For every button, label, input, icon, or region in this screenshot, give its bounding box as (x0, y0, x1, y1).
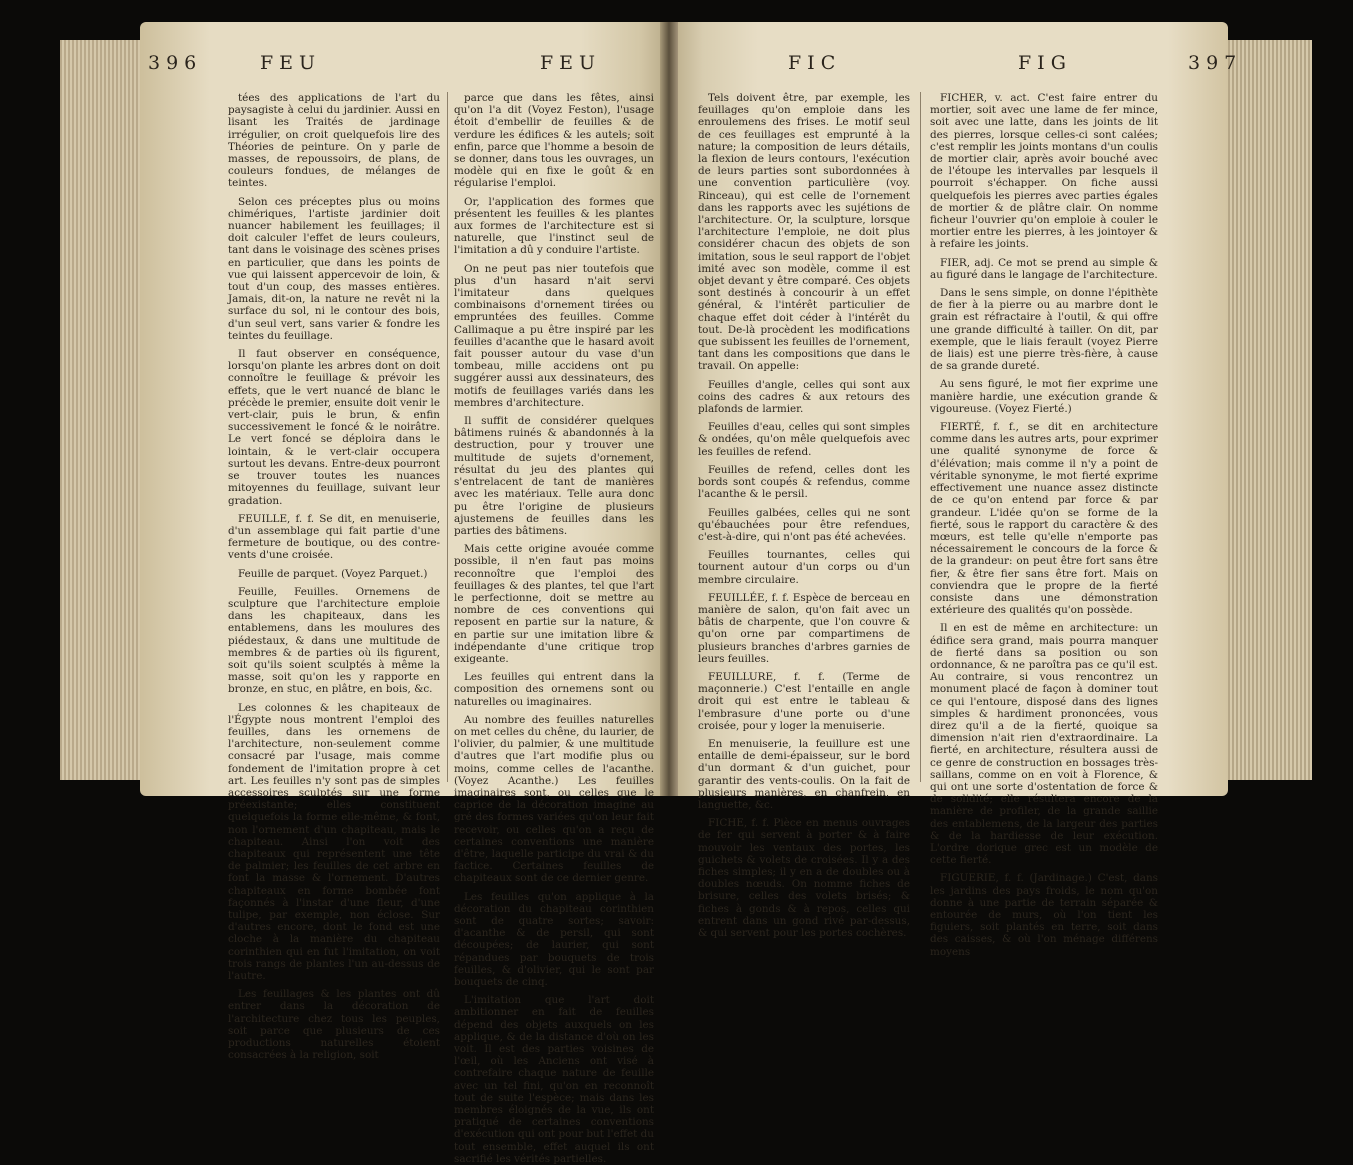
right-page (668, 22, 1243, 958)
left-column-1 (228, 92, 440, 1062)
left-page (140, 22, 668, 1165)
paragraph: Feuille, Feuilles. Ornemens de sculpture que l'architecture emploie dans les chapiteaux, dans les entablemens, dans les moulures des piédestaux, & dans une multitude de membres & de parties où ils figurent, soit qu'ils soient sculptés à même la masse, soit qu'on les y rapporte en bronze, en stuc, en plâtre, en bois, &c. (228, 585, 440, 696)
paragraph: Les feuillages & les plantes ont dû entrer dans la décoration de l'architecture chez tous les peuples, soit parce que plusieurs de ces productions naturelles étoient consacrées à la religion, soit (228, 988, 440, 1062)
paragraph: Feuilles d'eau, celles qui sont simples & ondées, qu'on mêle quelquefois avec les feuilles de refend. (698, 421, 910, 458)
paragraph: Au sens figuré, le mot fier exprime une manière hardie, une exécution grande & vigoureuse. (Voyez Fierté.) (930, 378, 1158, 415)
book-gutter (660, 22, 678, 796)
paragraph: Il en est de même en architecture: un édifice sera grand, mais pourra manquer de fierté dans sa position ou son ordonnance, & ne paroîtra pas ce qu'il est. Au contraire, si vous rencontrez un monument placé de façon à dominer tout ce qui l'entoure, disposé dans des lignes simples & hardiment prononcées, vous direz qu'il a de la fierté, quoique sa dimension n'ait rien d'extraordinaire. La fierté, en architecture, résultera aussi de ce genre de construction en bossages très-saillans, comme on en voit à Florence, & qui ont une sorte d'ostentation de force & de solidité; elle résultera encore de la manière de profiler, de la grande saillie des entablemens, de la largeur des parties & de la hardiesse de leur exécution. L'ordre dorique grec est un modèle de cette fierté. (930, 622, 1158, 867)
paragraph: Selon ces préceptes plus ou moins chimériques, l'artiste jardinier doit nuancer habilement les feuillages; il doit calculer l'effet de leurs couleurs, tant dans le voisinage des scènes prises en particulier, que dans les points de vue qui laissent appercevoir de loin, & tout d'un coup, des masses entières. Jamais, dit-on, la nature ne revêt ni la surface du sol, ni le contour des bois, d'un seul vert, sans varier & fondre les teintes du feuillage. (228, 195, 440, 342)
paragraph: FICHER, v. act. C'est faire entrer du mortier, soit avec une lame de fer mince, soit avec une latte, dans les joints de lit des pierres, lorsque celles-ci sont calées; c'est remplir les joints montans d'un coulis de mortier clair, après avoir bouché avec de l'étoupe les intervalles par lesquels il pourroit s'échapper. On fiche aussi quelquefois les pierres avec parties égales de mortier & de plâtre clair. On nomme ficheur l'ouvrier qu'on emploie à couler le mortier entre les pierres, à les jointoyer & à refaire les joints. (930, 92, 1158, 251)
left-column-2 (454, 92, 654, 1165)
column-divider (447, 92, 448, 782)
paragraph: Feuilles de refend, celles dont les bords sont coupés & refendus, comme l'acanthe & le persil. (698, 463, 910, 501)
paragraph: Il suffit de considérer quelques bâtimens ruinés & abandonnés à la destruction, pour y trouver une multitude de sujets d'ornement, résultat du jeu des plantes qui s'entrelacent de tant de manières avec les matériaux. Telle aura donc pu être l'origine de plusieurs ajustemens de feuilles dans les parties des bâtimens. (454, 415, 654, 537)
paragraph: Mais cette origine avouée comme possible, il n'en faut pas moins reconnoître que l'emploi des feuillages & des plantes, tel que l'art le perfectionne, doit se mettre au nombre de ces conventions qui reposent en partie sur la nature, & en partie sur une imitation libre & indépendante d'une critique trop exigeante. (454, 543, 654, 665)
left-header-col1: FEU (260, 52, 322, 74)
paragraph: Il faut observer en conséquence, lorsqu'on plante les arbres dont on doit connoître le feuillage & prévoir les effets, que le vert nuancé de blanc le précède le premier, ensuite doit venir le vert-clair, puis le brun, & enfin successivement le foncé & le noirâtre. Le vert foncé se déploira dans le lointain, & le vert-clair occupera surtout les devans. Entre-deux pourront se trouver toutes les nuances mitoyennes du feuillage, suivant leur gradation. (228, 348, 440, 507)
paragraph: Feuilles d'angle, celles qui sont aux coins des cadres & aux retours des plafonds de larmier. (698, 378, 910, 416)
paragraph: FEUILLÉE, f. f. Espèce de berceau en manière de salon, qu'on fait avec un bâtis de charpente, que l'on couvre & qu'on orne par compartimens de plusieurs branches d'arbres garnies de leurs feuilles. (698, 591, 910, 665)
right-page-edges (1226, 40, 1312, 780)
left-page-edges (60, 40, 142, 780)
left-header-col2: FEU (540, 52, 602, 74)
left-page-number: 396 (148, 52, 203, 74)
paragraph: Dans le sens simple, on donne l'épithète de fier à la pierre ou au marbre dont le grain est réfractaire à l'outil, & qui offre une grande difficulté à tailler. On dit, par exemple, que le liais ferault (voyez Pierre de liais) est une pierre très-fière, à cause de sa grande dureté. (930, 287, 1158, 373)
right-header-col1: FIC (788, 52, 842, 74)
paragraph: FIERTÉ, f. f., se dit en architecture comme dans les autres arts, pour exprimer une qualité synonyme de force & d'élévation; mais comme il n'y a point de véritable synonyme, le mot fierté exprime effectivement une nuance assez distincte de ce qu'on entend par force & par grandeur. L'idée qu'on se forme de la fierté, sous le rapport du caractère & des mœurs, est telle qu'elle n'emporte pas nécessairement le concours de la force & de la grandeur: on peut être fort sans être fier, & être fier sans être fort. Mais on conviendra que le propre de la fierté consiste dans une démonstration extérieure des qualités qu'on possède. (930, 421, 1158, 617)
paragraph: FIER, adj. Ce mot se prend au simple & au figuré dans le langage de l'architecture. (930, 256, 1158, 281)
right-header-col2: FIG (1018, 52, 1072, 74)
paragraph: FICHE, f. f. Pièce en menus ouvrages de fer qui servent à porter & à faire mouvoir les ventaux des portes, les guichets & volets de croisées. Il y a des fiches simples; il y en a de doubles ou à doubles nœuds. On nomme fiches de brisure, celles des volets brisés; & fiches à gonds & à repos, celles qui entrent dans un gond rivé par-dessus, & qui servent pour les portes cochères. (698, 817, 910, 939)
paragraph: FEUILLE, f. f. Se dit, en menuiserie, d'un assemblage qui fait partie d'une fermeture de boutique, ou des contre-vents d'une croisée. (228, 512, 440, 562)
paragraph: tées des applications de l'art du paysagiste à celui du jardinier. Aussi en lisant les Traités de jardinage irrégulier, on croit quelquefois lire des Théories de peinture. On y parle de masses, de repoussoirs, de plans, de couleurs fondues, de mélanges de teintes. (228, 92, 440, 190)
paragraph: Feuille de parquet. (Voyez Parquet.) (238, 567, 428, 580)
right-column-1 (698, 92, 910, 939)
right-column-2 (930, 92, 1158, 958)
paragraph: parce que dans les fêtes, ainsi qu'on l'a dit (Voyez Feston), l'usage étoit d'embellir de feuilles & de verdure les édifices & les autels; soit enfin, parce que l'homme a besoin de se donner, dans tous les ouvrages, un modèle qui en fixe le goût & en régularise l'emploi. (454, 92, 654, 190)
paragraph: Or, l'application des formes que présentent les feuilles & les plantes aux formes de l'architecture est si naturelle, que l'instinct seul de l'imitation a dû y conduire l'artiste. (454, 195, 654, 257)
column-divider (920, 92, 921, 782)
paragraph: L'imitation que l'art doit ambitionner en fait de feuilles dépend des objets auxquels on les applique, & de la distance d'où on les voit. Il est des parties voisines de l'œil, où les Anciens ont visé à contrefaire chaque nature de feuille avec un tel fini, qu'on en reconnoît tout de suite l'espèce; mais dans les membres éloignés de la vue, ils ont pratiqué de certaines conventions d'exécution qui ont pour but l'effet du tout ensemble, effet auquel ils ont sacrifié les vérités partielles. (454, 994, 654, 1165)
paragraph: FIGUERIE, f. f. (Jardinage.) C'est, dans les jardins des pays froids, le nom qu'on donne à une partie de terrain séparée & entourée de murs, où l'on tient les figuiers, soit plantés en terre, soit dans des caisses, & où l'on ménage différens moyens (930, 872, 1158, 958)
paragraph: On ne peut pas nier toutefois que plus d'un hasard n'ait servi l'imitateur dans quelques combinaisons d'ornement tirées ou empruntées des feuilles. Comme Callimaque a pu être inspiré par les feuilles d'acanthe que le hasard avoit fait pousser autour du vase d'un tombeau, mille accidens ont pu suggérer aussi aux dessinateurs, des motifs de feuillages variés dans les membres d'architecture. (454, 262, 654, 409)
paragraph: Les feuilles qui entrent dans la composition des ornemens sont ou naturelles ou imaginaires. (454, 671, 654, 708)
paragraph: En menuiserie, la feuillure est une entaille de demi-épaisseur, sur le bord d'un dormant & d'un guichet, pour garantir des vents-coulis. On la fait de plusieurs manières, en chanfrein, en languette, &c. (698, 737, 910, 811)
paragraph: Au nombre des feuilles naturelles on met celles du chêne, du laurier, de l'olivier, du palmier, & une multitude d'autres que l'art modifie plus ou moins, comme celles de l'acanthe. (Voyez Acanthe.) Les feuilles imaginaires sont, ou celles que le caprice de la décoration imagine au gré des formes variées qu'on leur fait recevoir, ou celles qu'on a reçu de certaines conventions une manière d'être, laquelle participe du vrai & du factice. Certaines feuilles de chapiteaux sont de ce dernier genre. (454, 713, 654, 885)
paragraph: Tels doivent être, par exemple, les feuillages qu'on emploie dans les enroulemens des frises. Le motif seul de ces feuillages est emprunté à la nature; la composition de leurs détails, la flexion de leurs contours, l'exécution de leurs parties sont subordonnées à une convention particulière (voy. Rinceau), qui est celle de l'ornement dans les rapports avec les sujétions de l'architecture. Or, la sculpture, lorsque l'architecture l'emploie, ne doit plus considérer chacun des objets de son imitation, sous le seul rapport de l'objet imité avec son modèle, comme il est objet devant y être comparé. Ces objets sont destinés à concourir à un effet général, & l'intérêt particulier de chaque effet doit céder à l'intérêt du tout. De-là procèdent les modifications que subissent les feuilles de l'ornement, tant dans les compositions que dans le travail. On appelle: (698, 92, 910, 373)
paragraph: Feuilles galbées, celles qui ne sont qu'ébauchées pour être refendues, c'est-à-dire, qui n'ont pas été achevées. (698, 506, 910, 543)
right-page-number: 397 (1188, 52, 1243, 74)
paragraph: Les feuilles qu'on applique à la décoration du chapiteau corinthien sont de quatre sortes; savoir: d'acanthe & de persil, qui sont découpées; de laurier, qui sont répandues par bouquets de trois feuilles, & d'olivier, qui le sont par bouquets de cinq. (454, 890, 654, 989)
paragraph: FEUILLURE, f. f. (Terme de maçonnerie.) C'est l'entaille en angle droit qui est entre le tableau & l'embrasure d'une porte ou d'une croisée, pour y loger la menuiserie. (698, 670, 910, 732)
paragraph: Feuilles tournantes, celles qui tournent autour d'un corps ou d'un membre circulaire. (698, 549, 910, 586)
paragraph: Les colonnes & les chapiteaux de l'Égypte nous montrent l'emploi des feuilles, dans les ornemens de l'architecture, non-seulement comme consacré par l'usage, mais comme fondement de l'imitation propre à cet art. Les feuilles n'y sont pas de simples accessoires sculptés sur une forme préexistante; elles constituent quelquefois la forme elle-même, & font, non l'ornement d'un chapiteau, mais le chapiteau. Ainsi l'on voit des chapiteaux qui représentent une tête de palmier; les feuilles de cet arbre en font la masse & l'ornement. D'autres chapiteaux en forme bombée font façonnés à l'instar d'une fleur, d'une tulipe, par exemple, non éclose. Sur d'autres encore, dont le fond est une cloche à la manière du chapiteau corinthien qui en fut l'imitation, on voit trois rangs de plantes l'un au-dessus de l'autre. (228, 701, 440, 983)
